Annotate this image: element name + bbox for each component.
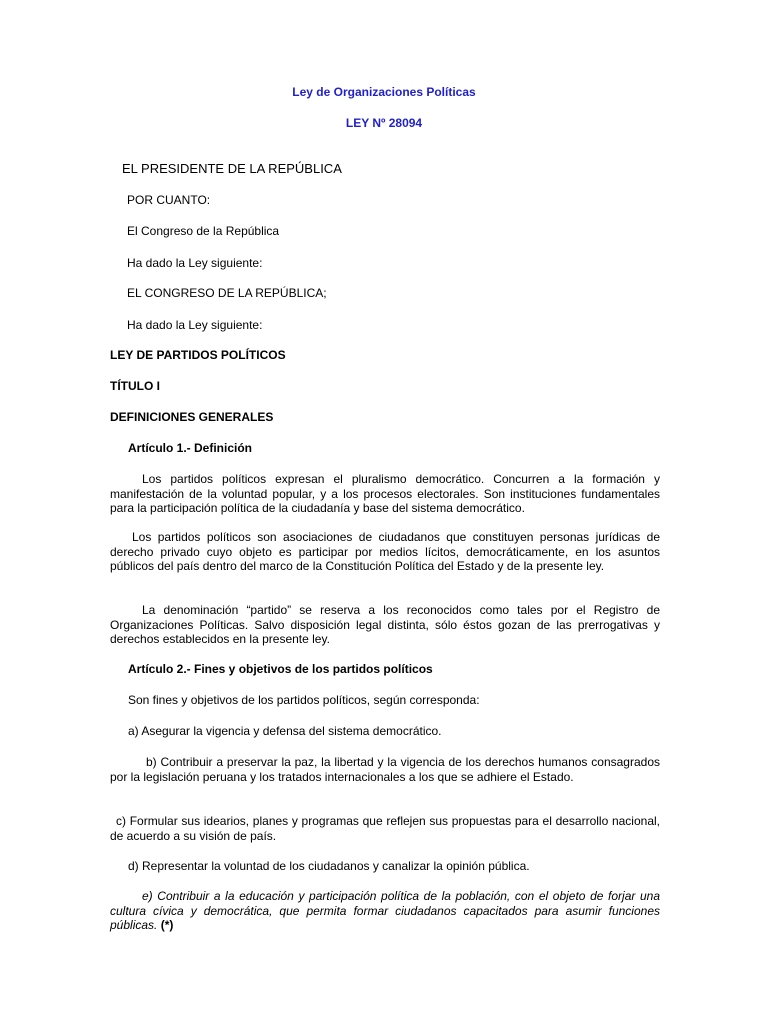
article2-item-c-text: c) Formular sus idearios, planes y programas que reflejen sus propuestas para el desarrollo nacional, de acuerdo a su visión de país.: [110, 814, 660, 843]
article2-item-d: d) Representar la voluntad de los ciudadanos y canalizar la opinión pública.: [128, 859, 530, 873]
article2-item-b: b) Contribuir a preservar la paz, la libertad y la vigencia de los derechos humanos consagrados por la legislación peruana y los tratados internacionales a los que se adhiere el Estado.: [110, 755, 660, 784]
preamble-congress: El Congreso de la República: [127, 224, 280, 238]
footnote-marker: (*): [160, 918, 174, 932]
preamble-president: EL PRESIDENTE DE LA REPÚBLICA: [122, 161, 342, 176]
title-subheading: DEFINICIONES GENERALES: [110, 410, 274, 424]
article1-paragraph-1: Los partidos políticos expresan el pluralismo democrático. Concurren a la formación y manifestación de la voluntad popular, y a los procesos electorales. Son instituciones fundamentales para la participación política de la ciudadanía y base del sistema democrático.: [110, 472, 660, 515]
preamble-por-cuanto: POR CUANTO:: [127, 193, 211, 207]
article2-item-e: [110, 889, 660, 933]
article2-item-e-text: e) Contribuir a la educación y participación política de la población, con el objeto de forjar una cultura cívica y democrática, que permita formar ciudadanos capacitados para asumir funciones públicas.: [110, 889, 660, 932]
document-title: Ley de Organizaciones Políticas: [292, 85, 476, 99]
law-heading: LEY DE PARTIDOS POLÍTICOS: [110, 348, 286, 362]
article2-intro: Son fines y objetivos de los partidos políticos, según corresponda:: [128, 693, 480, 707]
article1-paragraph-3: La denominación “partido” se reserva a los reconocidos como tales por el Registro de Organizaciones Políticas. Salvo disposición legal distinta, sólo éstos gozan de las prerrogativas y derechos establecidos en la presente ley.: [110, 603, 660, 646]
article2-heading: Artículo 2.- Fines y objetivos de los partidos políticos: [128, 662, 433, 676]
article2-item-a: a) Asegurar la vigencia y defensa del sistema democrático.: [128, 724, 442, 738]
article1-heading: Artículo 1.- Definición: [128, 441, 253, 455]
title-heading: TÍTULO I: [110, 379, 160, 393]
article2-item-c: [110, 814, 660, 843]
preamble-ha-dado-2: Ha dado la Ley siguiente:: [127, 318, 263, 332]
article1-paragraph-2: Los partidos políticos son asociaciones de ciudadanos que constituyen personas jurídicas de derecho privado cuyo objeto es participar por medios lícitos, democráticamente, en los asuntos públicos del país dentro del marco de la Constitución Política del Estado y de la presente ley.: [110, 530, 660, 573]
preamble-congress-caps: EL CONGRESO DE LA REPÚBLICA;: [127, 286, 327, 300]
law-number: LEY Nº 28094: [345, 116, 423, 130]
preamble-ha-dado-1: Ha dado la Ley siguiente:: [127, 256, 263, 270]
